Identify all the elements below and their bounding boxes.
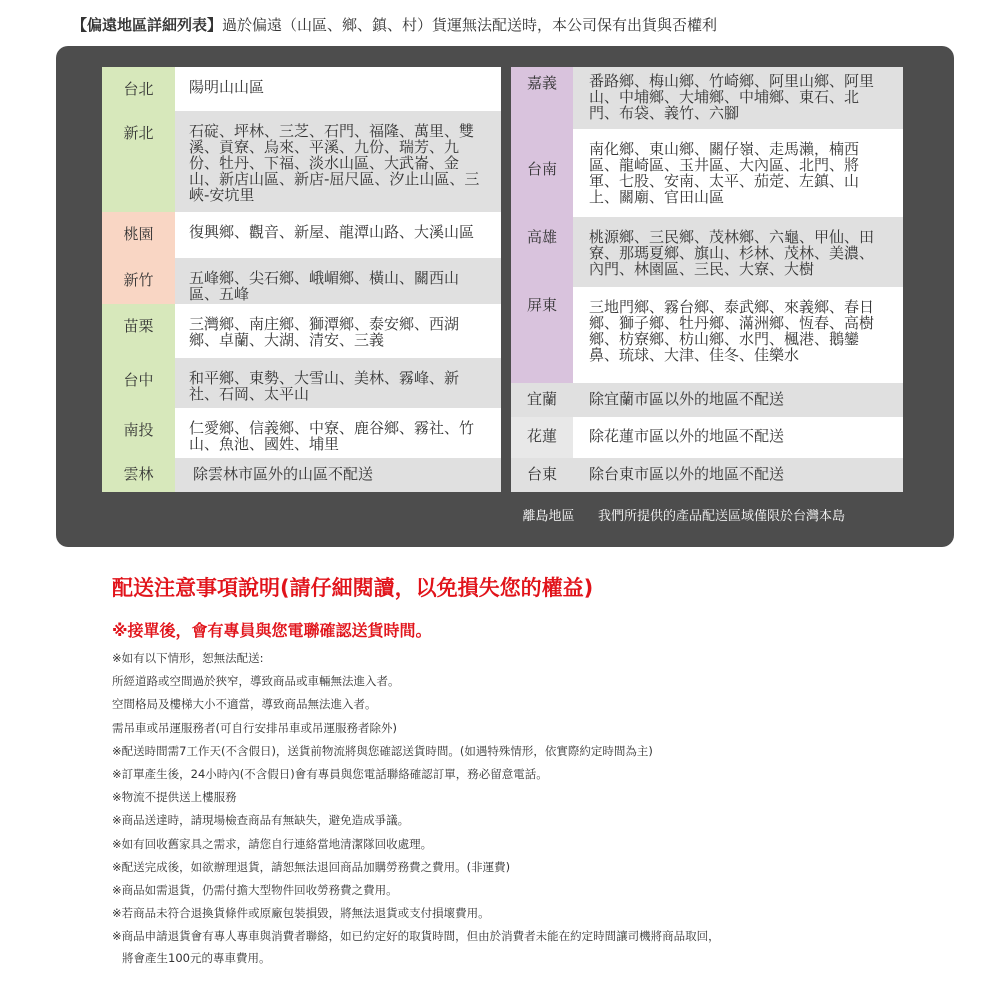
detail-yunlin: 除雲林市區外的山區不配送 — [175, 458, 501, 492]
detail-hualien: 除花蓮市區以外的地區不配送 — [573, 417, 903, 458]
note-item: ※如有回收舊家具之需求，請您自行連絡當地清潔隊回收處理。 — [112, 836, 433, 851]
region-chiayi: 嘉義 — [511, 67, 573, 217]
note-item: ※如有以下情形，恕無法配送: — [112, 651, 264, 665]
note-item: 需吊車或吊運服務者(可自行安排吊車或吊運服務者除外) — [112, 720, 397, 735]
region-pingtung: 屏東 — [511, 287, 573, 383]
title-bracket: 【偏遠地區詳細列表】 — [72, 16, 223, 34]
note-item: ※商品送達時，請現場檢查商品有無缺失，避免造成爭議。 — [112, 813, 410, 828]
region-taichung: 台中 — [102, 358, 175, 408]
notes-list — [112, 652, 972, 965]
detail-hsinchu: 五峰鄉、尖石鄉、峨嵋鄉、橫山、關西山區、五峰 — [175, 258, 501, 304]
detail-taichung: 和平鄉、東勢、大雪山、美林、霧峰、新社、石岡、太平山 — [175, 358, 501, 408]
region-taoyuan: 桃園 — [102, 212, 175, 258]
detail-pingtung: 三地門鄉、霧台鄉、泰武鄉、來義鄉、春日鄉、獅子鄉、牡丹鄉、滿洲鄉、恆春、高樹鄉、枋寮鄉、枋山鄉、水門、楓港、鵝鑾鼻、琉球、大津、佳冬、佳樂水 — [573, 287, 903, 383]
detail-taoyuan: 復興鄉、觀音、新屋、龍潭山路、大溪山區 — [175, 212, 501, 258]
note-item: ※物流不提供送上樓服務 — [112, 790, 237, 805]
detail-nantou: 仁愛鄉、信義鄉、中寮、鹿谷鄉、霧社、竹山、魚池、國姓、埔里 — [175, 408, 501, 458]
note-item: ※若商品未符合退換貨條件或原廠包裝損毀，將無法退貨或支付損壞費用。 — [112, 906, 490, 921]
island-label: 離島地區 — [522, 509, 575, 524]
region-nantou: 南投 — [102, 408, 175, 458]
notes-subheading: ※接單後，會有專員與您電聯確認送貨時間。 — [112, 621, 432, 640]
note-item: ※配送時間需7工作天(不含假日)，送貨前物流將與您確認送貨時間。(如遇特殊情形，依實際約定時間為主) — [112, 743, 653, 758]
region-yunlin: 雲林 — [102, 458, 175, 492]
region-new-taipei: 新北 — [102, 111, 175, 212]
region-miaoli: 苗栗 — [102, 304, 175, 358]
note-item: ※商品如需退貨，仍需付擔大型物件回收勞務費之費用。 — [112, 882, 398, 897]
island-text: 我們所提供的產品配送區域僅限於台灣本島 — [598, 509, 846, 524]
region-hualien: 花蓮 — [511, 417, 573, 458]
region-tainan: 台南 — [511, 147, 573, 217]
note-item: ※配送完成後，如欲辦理退貨，請恕無法退回商品加購勞務費之費用。(非運費) — [112, 859, 511, 874]
note-item: ※訂單產生後，24小時內(不含假日)會有專員與您電話聯絡確認訂單，務必留意電話。 — [112, 766, 548, 781]
note-item: 所經道路或空間過於狹窄，導致商品或車輛無法進入者。 — [112, 674, 400, 689]
detail-taitung: 除台東市區以外的地區不配送 — [573, 458, 903, 492]
note-last-line2: 將會產生100元的專車費用。 — [122, 951, 271, 966]
detail-taipei: 陽明山山區 — [175, 67, 501, 111]
detail-new-taipei: 石碇、坪林、三芝、石門、福隆、萬里、雙溪、貢寮、烏來、平溪、九份、瑞芳、九份、牡丹、下福、淡水山區、大武崙、金山、新店山區、新店-屈尺區、汐止山區、三峽-安坑里 — [175, 111, 501, 212]
title-text: 過於偏遠（山區、鄉、鎮、村）貨運無法配送時，本公司保有出貨與否權利 — [222, 16, 718, 34]
region-taipei: 台北 — [102, 67, 175, 111]
notes-heading: 配送注意事項說明(請仔細閱讀，以免損失您的權益) — [112, 576, 594, 600]
region-hsinchu: 新竹 — [102, 258, 175, 304]
detail-miaoli: 三灣鄉、南庄鄉、獅潭鄉、泰安鄉、西湖鄉、卓蘭、大湖、清安、三義 — [175, 304, 501, 358]
region-taitung: 台東 — [511, 458, 573, 492]
region-yilan: 宜蘭 — [511, 383, 573, 417]
note-last-line1: ※商品申請退貨會有專人專車與消費者聯絡，如已約定好的取貨時間，但由於消費者未能在約定時間讓司機將商品取回， — [112, 929, 720, 944]
shipping-notes — [112, 572, 972, 657]
page-title — [72, 14, 717, 35]
detail-kaohsiung: 桃源鄉、三民鄉、茂林鄉、六龜、甲仙、田寮、那瑪夏鄉、旗山、杉林、茂林、美濃、內門、林園區、三民、大寮、大樹 — [573, 217, 903, 287]
note-item-last — [112, 930, 972, 965]
region-kaohsiung: 高雄 — [511, 217, 573, 287]
detail-tainan: 南化鄉、東山鄉、關仔嶺、走馬瀨，楠西區、龍崎區、玉井區、大內區、北門、將軍、七股、安南、太平、茄萣、左鎮、山上、關廟、官田山區 — [573, 129, 903, 217]
note-item: 空間格局及樓梯大小不適當，導致商品無法進入者。 — [112, 697, 377, 712]
detail-yilan: 除宜蘭市區以外的地區不配送 — [573, 383, 903, 417]
detail-chiayi: 番路鄉、梅山鄉、竹崎鄉、阿里山鄉、阿里山、中埔鄉、大埔鄉、中埔鄉、東石、北門、布袋、義竹、六腳 — [573, 67, 903, 129]
